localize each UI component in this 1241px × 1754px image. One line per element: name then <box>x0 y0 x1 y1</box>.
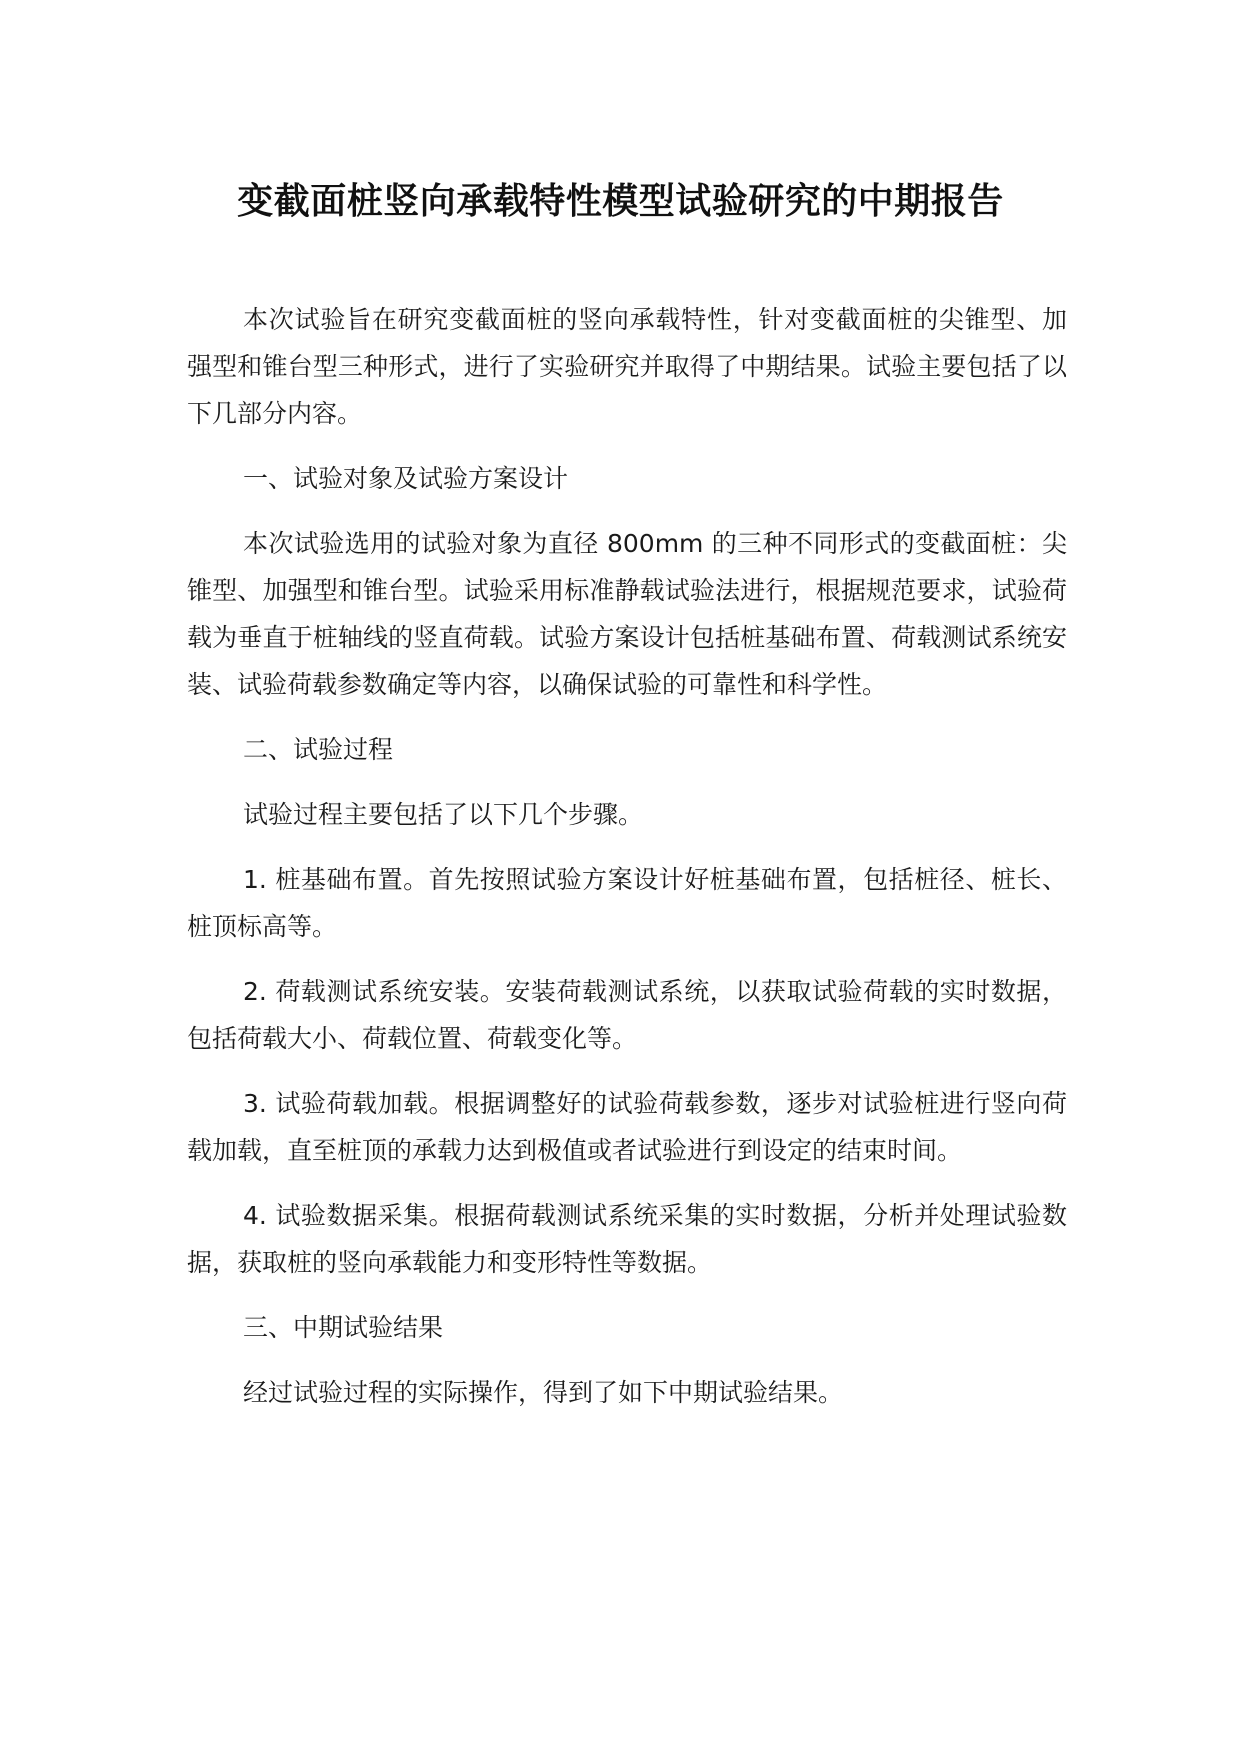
section-2-intro: 试验过程主要包括了以下几个步骤。 <box>243 800 644 829</box>
step-4-paragraph: 4. 试验数据采集。根据荷载测试系统采集的实时数据，分析并处理试验数据，获取桩的竖向承载能力和变形特性等数据。 <box>187 1201 1067 1277</box>
step-1-paragraph: 1. 桩基础布置。首先按照试验方案设计好桩基础布置，包括桩径、桩长、桩顶标高等。 <box>187 865 1067 941</box>
document-title: 变截面桩竖向承载特性模型试验研究的中期报告 <box>237 181 1004 222</box>
section-heading-3: 三、中期试验结果 <box>243 1313 444 1342</box>
section-3-intro: 经过试验过程的实际操作，得到了如下中期试验结果。 <box>243 1378 844 1407</box>
intro-paragraph: 本次试验旨在研究变截面桩的竖向承载特性，针对变截面桩的尖锥型、加强型和锥台型三种形式，进行了实验研究并取得了中期结果。试验主要包括了以下几部分内容。 <box>187 305 1067 428</box>
section-heading-2: 二、试验过程 <box>243 735 394 764</box>
step-3-paragraph: 3. 试验荷载加载。根据调整好的试验荷载参数，逐步对试验桩进行竖向荷载加载，直至桩顶的承载力达到极值或者试验进行到设定的结束时间。 <box>187 1089 1067 1165</box>
step-2-paragraph: 2. 荷载测试系统安装。安装荷载测试系统，以获取试验荷载的实时数据，包括荷载大小、荷载位置、荷载变化等。 <box>187 977 1067 1053</box>
document-body <box>187 296 1067 1434</box>
section-heading-1: 一、试验对象及试验方案设计 <box>243 464 569 493</box>
section-1-paragraph: 本次试验选用的试验对象为直径 800mm 的三种不同形式的变截面桩：尖锥型、加强型和锥台型。试验采用标准静载试验法进行，根据规范要求，试验荷载为垂直于桩轴线的竖直荷载。试验方案设计包括桩基础布置、荷载测试系统安装、试验荷载参数确定等内容，以确保试验的可靠性和科学性。 <box>187 529 1067 699</box>
